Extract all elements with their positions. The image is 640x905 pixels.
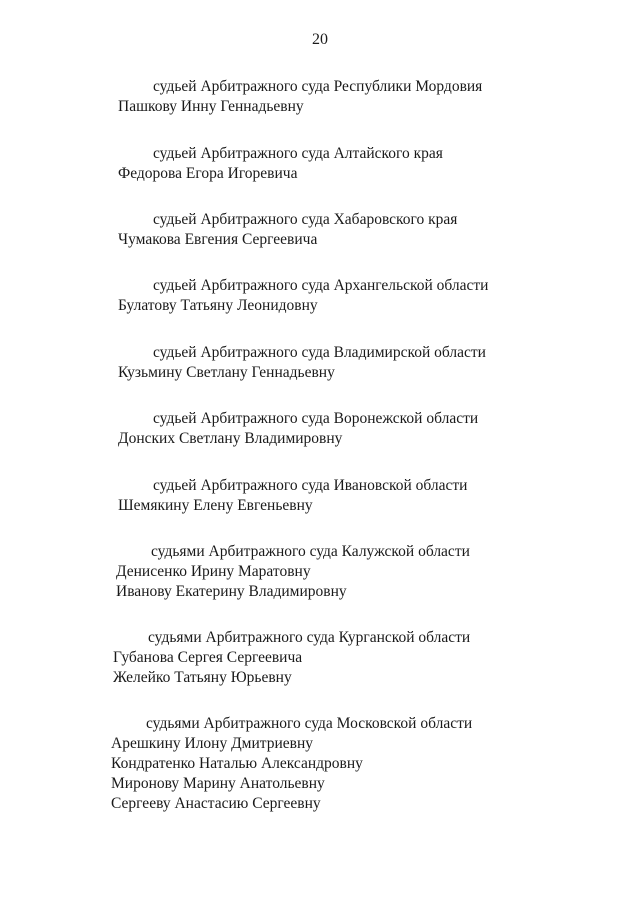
appointment-heading: судьей Арбитражного суда Ивановской области [153,477,468,494]
appointment-block-altai [118,144,443,184]
appointee-name: Желейко Татьяну Юрьевну [113,669,292,686]
appointment-block-voronezh [118,409,478,449]
appointee-name: Чумакова Евгения Сергеевича [118,231,318,248]
appointment-heading: судьей Арбитражного суда Алтайского края [153,145,443,162]
appointment-heading: судьей Арбитражного суда Воронежской области [153,410,479,427]
appointment-heading: судьей Арбитражного суда Хабаровского края [153,211,458,228]
appointment-block-arkhangelsk [118,276,488,316]
appointee-name: Шемякину Елену Евгеньевну [118,497,313,514]
appointee-name: Кондратенко Наталью Александровну [111,755,363,772]
appointment-heading: судьями Арбитражного суда Курганской области [148,629,471,646]
appointment-heading: судьей Арбитражного суда Республики Мордовия [153,78,483,95]
appointment-block-mordovia [118,77,482,117]
appointment-block-kurgan [113,628,470,688]
appointment-heading: судьями Арбитражного суда Калужской области [151,543,470,560]
appointee-name: Арешкину Илону Дмитриевну [111,735,314,752]
appointment-heading: судьями Арбитражного суда Московской области [146,715,473,732]
appointee-name: Иванову Екатерину Владимировну [116,583,347,600]
appointment-heading: судьей Арбитражного суда Архангельской области [153,277,489,294]
appointee-name: Булатову Татьяну Леонидовну [118,297,318,314]
appointee-name: Донских Светлану Владимировну [118,430,343,447]
appointee-name: Денисенко Ирину Маратовну [116,563,311,580]
appointment-block-kaluga [116,542,470,602]
appointment-block-ivanovo [118,476,467,516]
appointee-name: Федорова Егора Игоревича [118,165,298,182]
appointee-name: Пашкову Инну Геннадьевну [118,98,304,115]
appointee-name: Губанова Сергея Сергеевича [113,649,303,666]
appointment-heading: судьей Арбитражного суда Владимирской области [153,344,486,361]
page-number: 20 [312,31,328,48]
appointee-name: Миронову Марину Анатольевну [111,775,325,792]
appointment-block-vladimir [118,343,486,383]
appointment-block-khabarovsk [118,210,457,250]
appointment-block-moscow-oblast [111,714,472,814]
appointee-name: Кузьмину Светлану Геннадьевну [118,364,335,381]
appointee-name: Сергееву Анастасию Сергеевну [111,795,321,812]
